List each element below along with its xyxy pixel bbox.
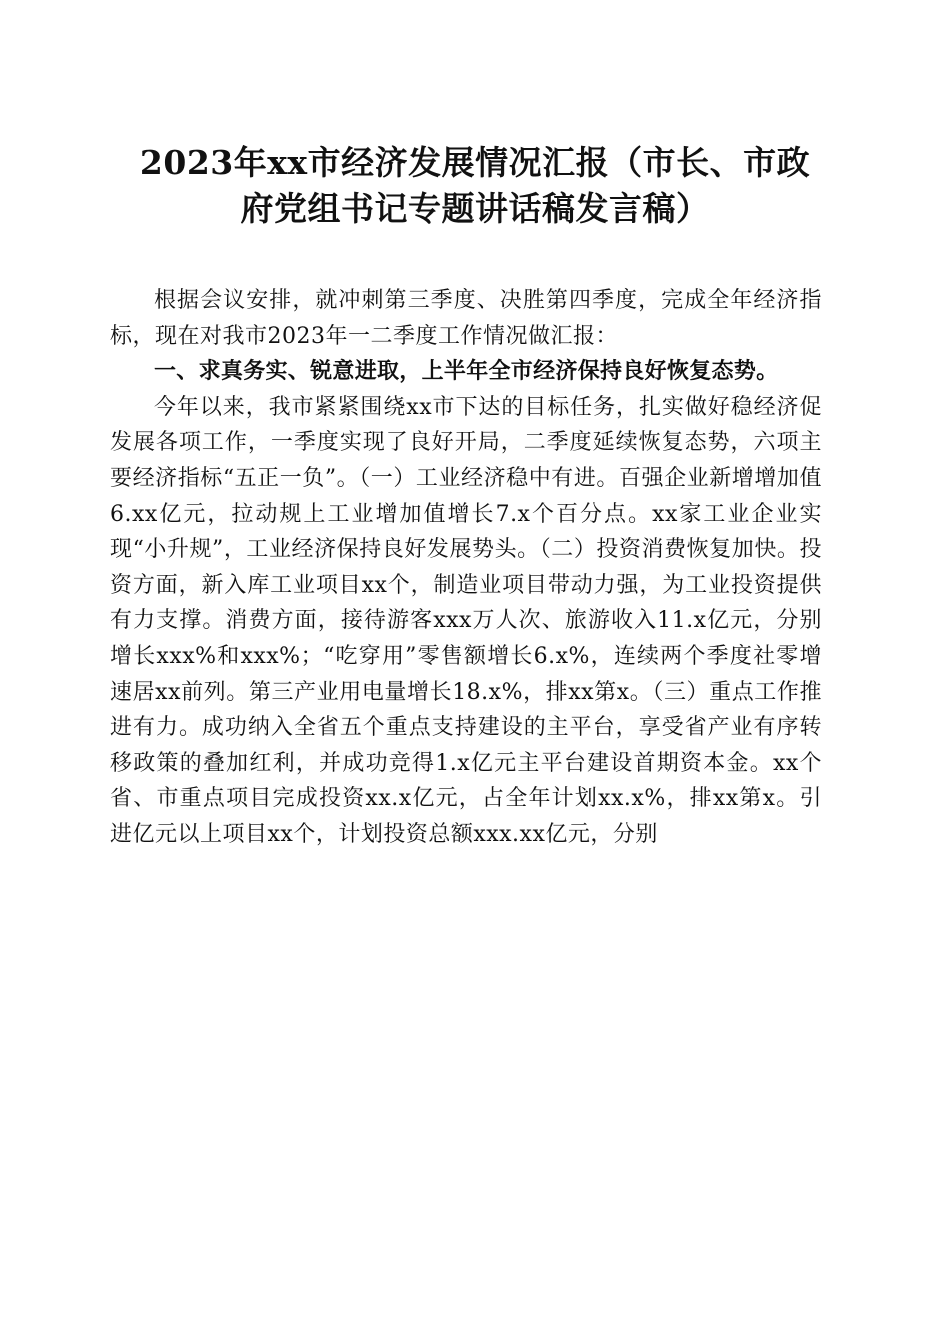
intro-paragraph: 根据会议安排，就冲刺第三季度、决胜第四季度，完成全年经济指标，现在对我市2023年一二季度工作情况做汇报：	[110, 288, 822, 349]
document-title	[110, 140, 840, 232]
section-heading: 一、求真务实、锐意进取，上半年全市经济保持良好恢复态势。	[154, 359, 779, 385]
body-paragraph: 今年以来，我市紧紧围绕xx市下达的目标任务，扎实做好稳经济促发展各项工作，一季度实现了良好开局，二季度延续恢复态势，六项主要经济指标“五正一负”。（一）工业经济稳中有进。百强企业新增增加值6.xx亿元，拉动规上工业增加值增长7.x个百分点。xx家工业企业实现“小升规”，工业经济保持良好发展势头。（二）投资消费恢复加快。投资方面，新入库工业项目xx个，制造业项目带动力强，为工业投资提供有力支撑。消费方面，接待游客xxx万人次、旅游收入11.x亿元，分别增长xxx%和xxx%；“吃穿用”零售额增长6.x%，连续两个季度社零增速居xx前列。第三产业用电量增长18.x%，排xx第x。（三）重点工作推进有力。成功纳入全省五个重点支持建设的主平台，享受省产业有序转移政策的叠加红利，并成功竞得1.x亿元主平台建设首期资本金。xx个省、市重点项目完成投资xx.x亿元，占全年计划xx.x%，排xx第x。引进亿元以上项目xx个，计划投资总额xxx.xx亿元，分别	[110, 394, 822, 847]
title-line-2: 府党组书记专题讲话稿发言稿）	[240, 189, 710, 228]
document-body	[110, 283, 822, 853]
title-line-1: 2023年xx市经济发展情况汇报（市长、市政	[139, 143, 811, 182]
